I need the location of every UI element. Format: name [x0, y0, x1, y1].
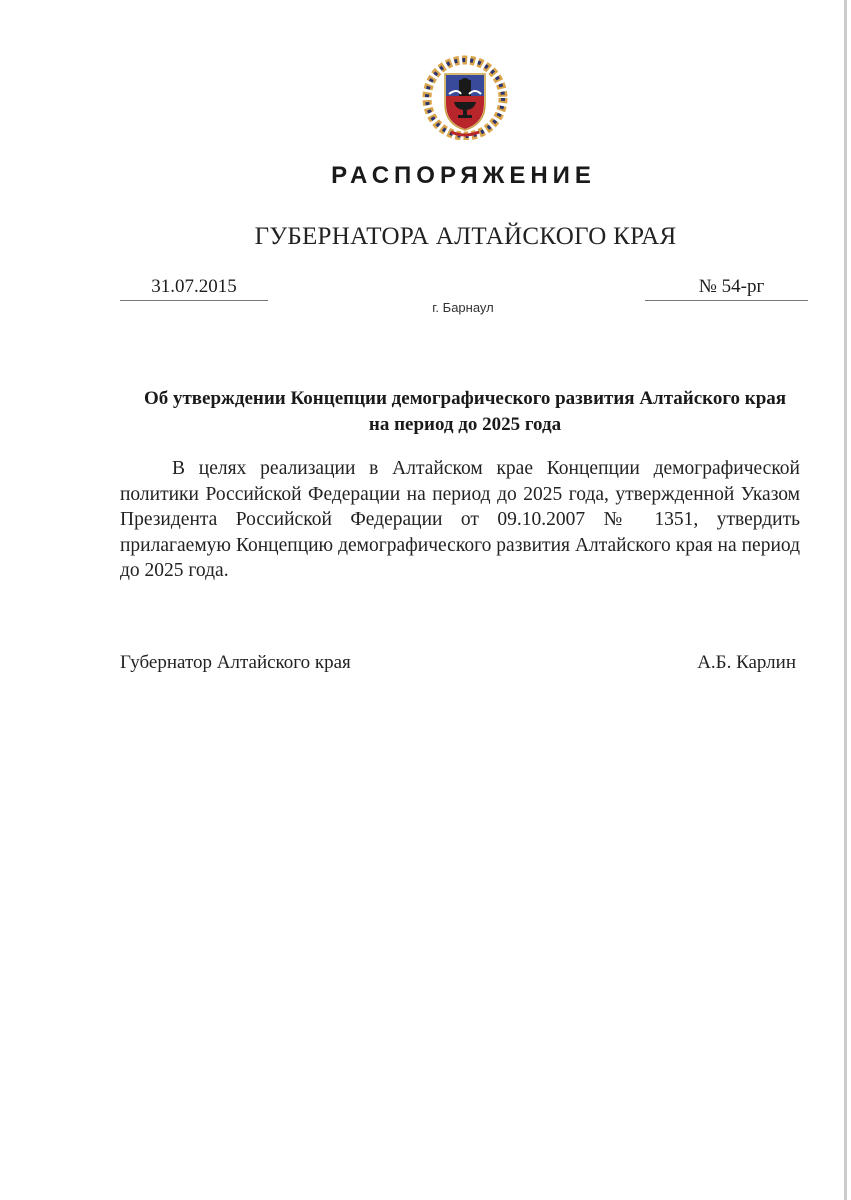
document-city: г. Барнаул — [432, 300, 494, 315]
document-body: В целях реализации в Алтайском крае Концепции демографической политики Российской Федерации на период до 2025 года, утвержденной Указом Президента Российской Федерации от 09.10.2007 № 1351, утвердить прилагаемую Концепцию демографического развития Алтайского края на период до 2025 года. — [120, 458, 800, 581]
signatory-name: А.Б. Карлин — [697, 652, 796, 673]
document-subtitle: ГУБЕРНАТОРА АЛТАЙСКОГО КРАЯ — [254, 223, 677, 250]
coat-of-arms-icon — [421, 52, 509, 140]
signatory-position: Губернатор Алтайского края — [120, 652, 351, 673]
document-number: № 54-рг — [645, 276, 808, 301]
document-date: 31.07.2015 — [120, 276, 268, 301]
document-title: РАСПОРЯЖЕНИЕ — [331, 162, 596, 189]
document-heading: Об утверждении Концепции демографического развития Алтайского края на период до 2025 года — [143, 388, 787, 435]
